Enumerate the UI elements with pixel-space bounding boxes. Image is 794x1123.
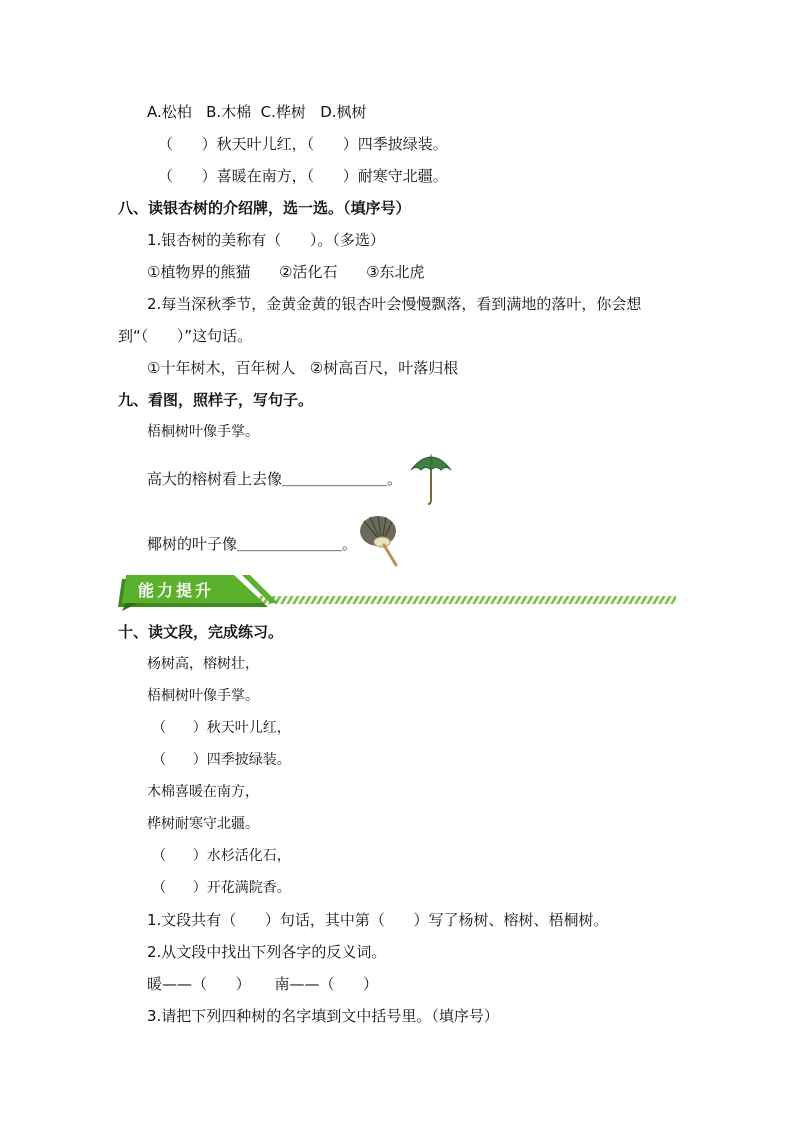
question-text: 3.请把下列四种树的名字填到文中括号里。（填序号） bbox=[147, 1007, 499, 1025]
passage-line: 木棉喜暖在南方， bbox=[147, 784, 259, 800]
question-text: 到“（ ）”这句话。 bbox=[118, 327, 253, 345]
banner-label: 能力提升 bbox=[138, 581, 215, 600]
passage-line: 桦树耐寒守北疆。 bbox=[147, 816, 259, 832]
palm-leaf-fan-icon bbox=[356, 511, 406, 569]
passage-line: （ ）水杉活化石， bbox=[152, 848, 291, 864]
umbrella-icon bbox=[408, 448, 454, 506]
passage-line: （ ）秋天叶儿红， bbox=[152, 720, 291, 736]
choice-list: ①十年树木，百年树人 ②树高百尺，叶落归根 bbox=[147, 359, 459, 377]
fill-blank-line: （ ）秋天叶儿红，（ ）四季披绿装。 bbox=[158, 135, 448, 153]
passage-line: （ ）四季披绿装。 bbox=[152, 752, 291, 768]
passage-line: 杨树高，榕树壮， bbox=[147, 656, 259, 672]
passage-line: （ ）开花满院香。 bbox=[152, 880, 291, 896]
question-text: 1.文段共有（ ）句话，其中第（ ）写了杨树、榕树、梧桐树。 bbox=[147, 911, 609, 929]
passage-line: 梧桐树叶像手掌。 bbox=[147, 688, 259, 704]
antonym-blanks: 暖——（ ） 南——（ ） bbox=[147, 975, 379, 993]
option-list: A.松柏 B.木棉 C.桦树 D.枫树 bbox=[147, 103, 367, 121]
sentence-prompt: 高大的榕树看上去像＿＿＿＿＿＿＿。 bbox=[147, 470, 403, 488]
section-heading-9: 九、看图，照样子，写句子。 bbox=[118, 391, 314, 409]
fill-blank-line: （ ）喜暖在南方，（ ）耐寒守北疆。 bbox=[158, 167, 448, 185]
sentence-prompt: 椰树的叶子像＿＿＿＿＿＿＿。 bbox=[147, 535, 358, 553]
section-heading-8: 八、读银杏树的介绍牌，选一选。（填序号） bbox=[118, 199, 411, 217]
example-sentence: 梧桐树叶像手掌。 bbox=[147, 424, 259, 440]
section-heading-10: 十、读文段，完成练习。 bbox=[118, 623, 284, 641]
question-text: 1.银杏树的美称有（ ）。（多选） bbox=[147, 231, 385, 249]
choice-list: ①植物界的熊猫 ②活化石 ③东北虎 bbox=[147, 263, 425, 281]
question-text: 2.从文段中找出下列各字的反义词。 bbox=[147, 943, 387, 961]
question-text: 2.每当深秋季节，金黄金黄的银杏叶会慢慢飘落，看到满地的落叶，你会想 bbox=[147, 295, 642, 313]
